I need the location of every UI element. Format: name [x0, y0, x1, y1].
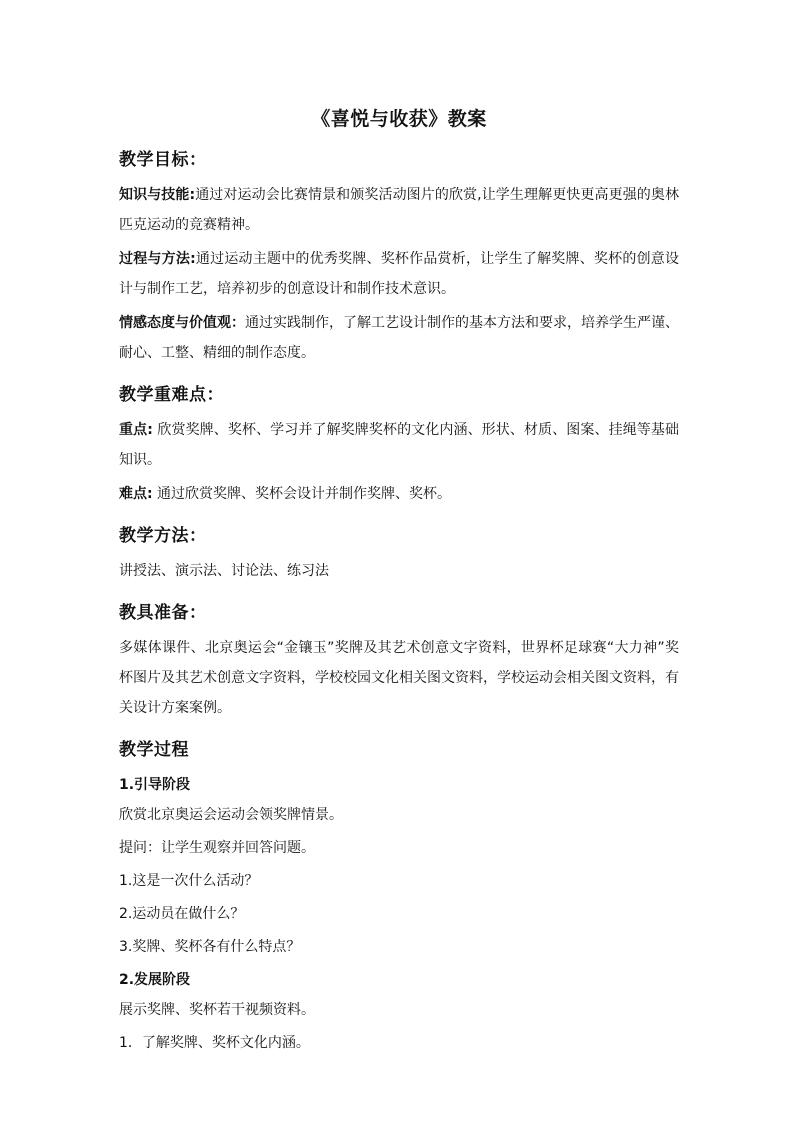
objective-text: 通过运动主题中的优秀奖牌、奖杯作品赏析，让学生了解奖牌、奖杯的创意设计与制作工艺，培养初步的创意设计和制作技术意识。 — [119, 251, 680, 297]
process-stage-1-title: 1.引导阶段 — [119, 777, 191, 793]
objective-knowledge-skills — [119, 180, 679, 240]
document-title: 《喜悦与收获》教案 — [311, 108, 487, 130]
process-stage-2-line: 展示奖牌、奖杯若干视频资料。 — [119, 1002, 315, 1018]
objective-label: 过程与方法: — [119, 251, 196, 267]
section-heading-materials: 教具准备： — [119, 603, 207, 623]
objective-label: 情感态度与价值观： — [119, 315, 245, 331]
key-point-difficulty — [119, 479, 679, 509]
section-heading-objectives: 教学目标： — [119, 150, 207, 170]
section-heading-process: 教学过程 — [119, 740, 189, 760]
process-stage-2-title: 2.发展阶段 — [119, 972, 191, 988]
key-point-label: 难点: — [119, 486, 153, 502]
process-question: 2.运动员在做什么？ — [119, 906, 245, 922]
section-heading-key-points: 教学重难点： — [119, 385, 224, 405]
key-point-text: 通过欣赏奖牌、奖杯会设计并制作奖牌、奖杯。 — [152, 486, 452, 502]
process-stage-2-line: 1．了解奖牌、奖杯文化内涵。 — [119, 1035, 310, 1051]
key-point-focus — [119, 415, 679, 475]
objective-label: 知识与技能: — [119, 187, 196, 203]
objective-attitude-values — [119, 308, 679, 368]
process-question: 1.这是一次什么活动？ — [119, 873, 259, 889]
objective-text: 通过实践制作，了解工艺设计制作的基本方法和要求，培养学生严谨、耐心、工整、精细的制作态度。 — [119, 315, 679, 361]
process-question: 3.奖牌、奖杯各有什么特点？ — [119, 939, 301, 955]
document-content — [119, 105, 679, 1061]
process-stage-1-line: 提问：让学生观察并回答问题。 — [119, 840, 315, 856]
key-point-text: 欣赏奖牌、奖杯、学习并了解奖牌奖杯的文化内涵、形状、材质、图案、挂绳等基础知识。 — [119, 422, 679, 468]
objective-process-methods — [119, 244, 679, 304]
methods-text: 讲授法、演示法、讨论法、练习法 — [119, 563, 329, 579]
objective-text: 通过对运动会比赛情景和颁奖活动图片的欣赏,让学生理解更快更高更强的奥林匹克运动的竞赛精神。 — [119, 187, 679, 233]
section-heading-methods: 教学方法： — [119, 526, 207, 546]
process-stage-1-line: 欣赏北京奥运会运动会领奖牌情景。 — [119, 807, 343, 823]
key-point-label: 重点: — [119, 422, 153, 438]
materials-text: 多媒体课件、北京奥运会“金镶玉”奖牌及其艺术创意文字资料，世界杯足球赛“大力神”奖杯图片及其艺术创意文字资料，学校校园文化相关图文资料，学校运动会相关图文资料，有关设计方案案例。 — [119, 640, 679, 716]
